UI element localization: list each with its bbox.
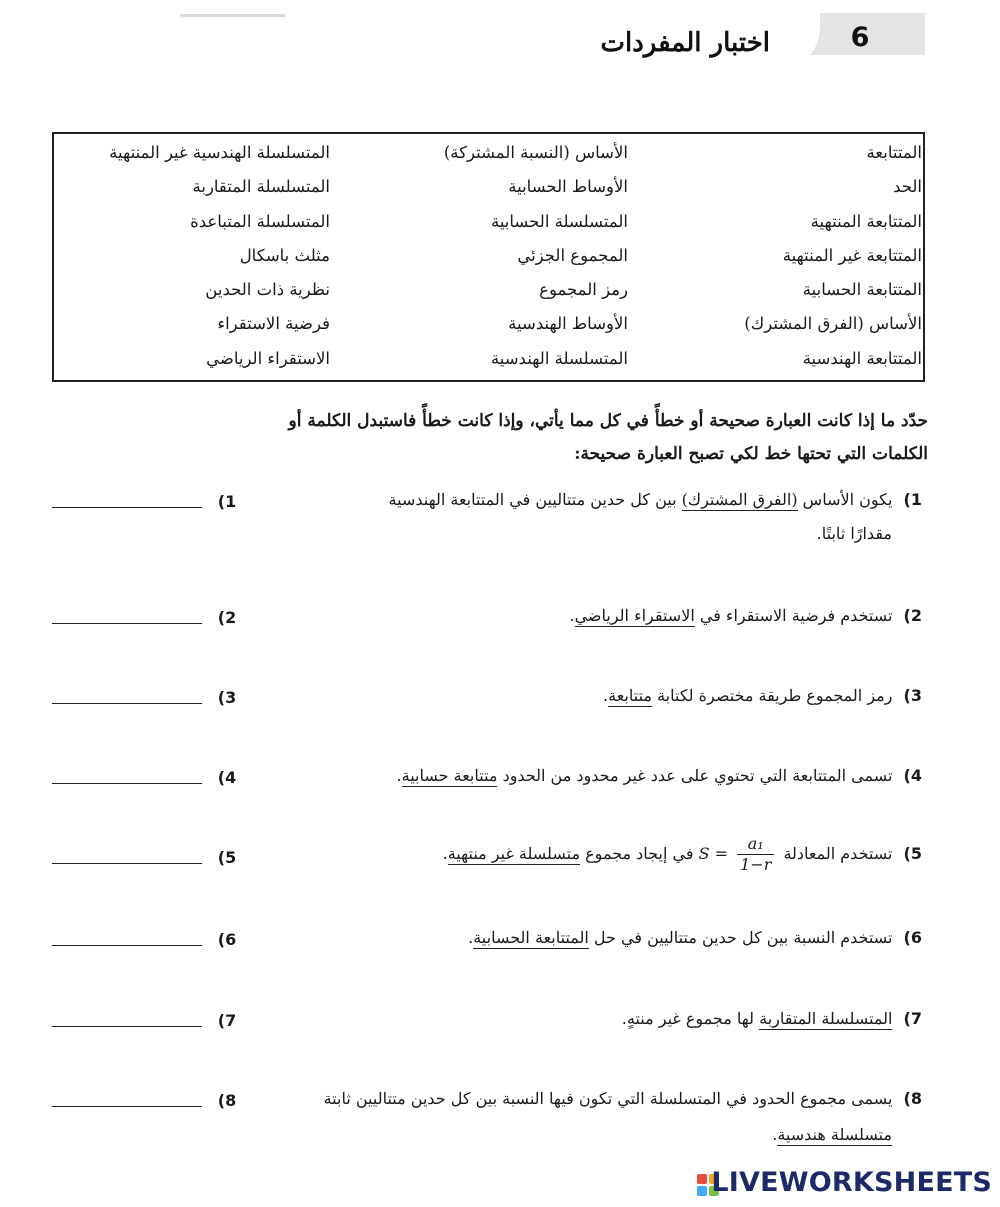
question-1 — [389, 484, 922, 516]
vocab-term: المتسلسلة الهندسية — [490, 348, 628, 368]
answer-blank-2[interactable] — [52, 622, 202, 624]
underlined-term: متسلسلة هندسية — [777, 1125, 892, 1144]
underlined-term: متتابعة حسابية — [401, 766, 498, 785]
question-text: في إيجاد مجموع — [585, 844, 694, 863]
vocab-term: الأساس (النسبة المشتركة) — [443, 143, 628, 162]
vocab-term: فرضية الاستقراء — [217, 314, 330, 334]
question-text: بين كل حدين متتاليين في المتتابعة الهندسية — [388, 490, 677, 509]
question-text: . — [468, 928, 474, 947]
fraction — [737, 834, 774, 875]
question-text: . — [569, 606, 575, 625]
question-8 — [324, 1083, 922, 1115]
question-text: يكون الأساس — [802, 490, 893, 509]
vocab-term: المتتابعة الحسابية — [802, 280, 922, 300]
answer-blank-6[interactable] — [52, 944, 202, 946]
vocab-term: المتتابعة — [866, 143, 922, 162]
answer-number: (2 — [217, 608, 237, 627]
question-number: 5) — [903, 844, 922, 863]
instructions-line-2: الكلمات التي تحتها خط لكي تصبح العبارة صحيحة: — [574, 444, 928, 464]
question-number: 1) — [903, 490, 922, 509]
page-title: اختبار المفردات — [600, 28, 770, 58]
vocab-term: المتسلسلة الهندسية غير المنتهية — [109, 143, 330, 162]
answer-number: (3 — [217, 688, 237, 707]
question-text: يسمى مجموع الحدود في المتسلسلة التي تكون فيها النسبة بين كل حدين متتاليين ثابتة — [323, 1089, 893, 1108]
vocab-column-3 — [70, 136, 330, 376]
question-text: . — [772, 1125, 778, 1144]
vocab-term: الأساس (الفرق المشترك) — [744, 314, 922, 334]
question-1-continuation: مقدارًا ثابتًا. — [816, 524, 892, 543]
vocab-column-2 — [388, 136, 628, 376]
vocab-term: المتتابعة الهندسية — [802, 348, 922, 368]
question-number: 8) — [903, 1089, 922, 1108]
answer-blank-5[interactable] — [52, 862, 202, 864]
question-number: 2) — [903, 606, 922, 625]
question-4 — [397, 760, 922, 792]
logo-square — [697, 1186, 707, 1196]
question-text: . — [603, 686, 609, 705]
instructions-line-1: حدّد ما إذا كانت العبارة صحيحة أو خطأً في كل مما يأتي، وإذا كانت خطأً فاستبدل الكلمة أو — [288, 411, 928, 431]
vocab-term: الحد — [893, 177, 922, 197]
question-text: تسمى المتتابعة التي تحتوي على عدد غير محدود من الحدود — [502, 766, 893, 785]
answer-blank-7[interactable] — [52, 1025, 202, 1027]
vocab-term: نظرية ذات الحدين — [205, 280, 330, 300]
vocab-term: المتسلسلة الحسابية — [490, 211, 628, 231]
question-5 — [443, 834, 922, 875]
answer-blank-3[interactable] — [52, 702, 202, 704]
vocab-term: المتتابعة غير المنتهية — [782, 245, 922, 265]
underlined-term: المتسلسلة المتقاربة — [759, 1009, 893, 1028]
underlined-term: المتتابعة الحسابية — [473, 928, 589, 947]
question-number: 7) — [903, 1009, 922, 1028]
question-text: رمز المجموع طريقة مختصرة لكتابة — [657, 686, 893, 705]
instructions — [208, 405, 928, 471]
vocab-term: المتسلسلة المتباعدة — [190, 211, 330, 231]
answer-blank-1[interactable] — [52, 506, 202, 508]
logo-square — [697, 1174, 707, 1184]
vocab-term: الأوساط الهندسية — [508, 314, 628, 334]
lesson-number: 6 — [850, 22, 870, 53]
question-2 — [569, 600, 922, 632]
vocab-term: مثلث باسكال — [239, 245, 330, 265]
equation-lhs: S = — [698, 844, 729, 863]
question-text: . — [396, 766, 402, 785]
question-text: تستخدم النسبة بين كل حدين متتاليين في حل — [593, 928, 893, 947]
underlined-term: متتابعة — [608, 686, 652, 705]
answer-blank-4[interactable] — [52, 782, 202, 784]
answer-number: (1 — [217, 492, 237, 511]
answer-number: (8 — [217, 1091, 237, 1110]
question-8-continuation — [772, 1119, 892, 1151]
vocab-term: المتتابعة المنتهية — [810, 211, 922, 231]
answer-number: (7 — [217, 1011, 237, 1030]
vocab-term: الاستقراء الرياضي — [206, 348, 330, 368]
equation — [699, 834, 779, 875]
vocab-term: المجموع الجزئي — [517, 245, 628, 265]
vocab-term: المتسلسلة المتقاربة — [192, 177, 330, 197]
underlined-term: (الفرق المشترك) — [681, 490, 798, 509]
vocab-term: رمز المجموع — [539, 280, 628, 300]
underlined-term: الاستقراء الرياضي — [574, 606, 695, 625]
answer-number: (5 — [217, 848, 237, 867]
question-text: لها مجموع غير منتهٍ. — [621, 1009, 755, 1028]
vocab-column-1 — [662, 136, 922, 376]
question-3 — [603, 680, 922, 712]
question-text: تستخدم المعادلة — [783, 844, 893, 863]
fraction-numerator: a₁ — [747, 834, 764, 853]
question-number: 3) — [903, 686, 922, 705]
brand-wordmark[interactable]: LIVEWORKSHEETS — [711, 1167, 992, 1198]
answer-number: (4 — [217, 768, 237, 787]
fraction-denominator: 1−r — [737, 854, 774, 875]
question-6 — [468, 922, 922, 954]
question-text: تستخدم فرضية الاستقراء في — [699, 606, 893, 625]
question-number: 4) — [903, 766, 922, 785]
question-number: 6) — [903, 928, 922, 947]
vocab-term: الأوساط الحسابية — [508, 177, 628, 197]
question-7 — [622, 1003, 922, 1035]
answer-blank-8[interactable] — [52, 1105, 202, 1107]
underlined-term: متسلسلة غير منتهية — [447, 844, 581, 863]
question-text: . — [442, 844, 448, 863]
answer-number: (6 — [217, 930, 237, 949]
